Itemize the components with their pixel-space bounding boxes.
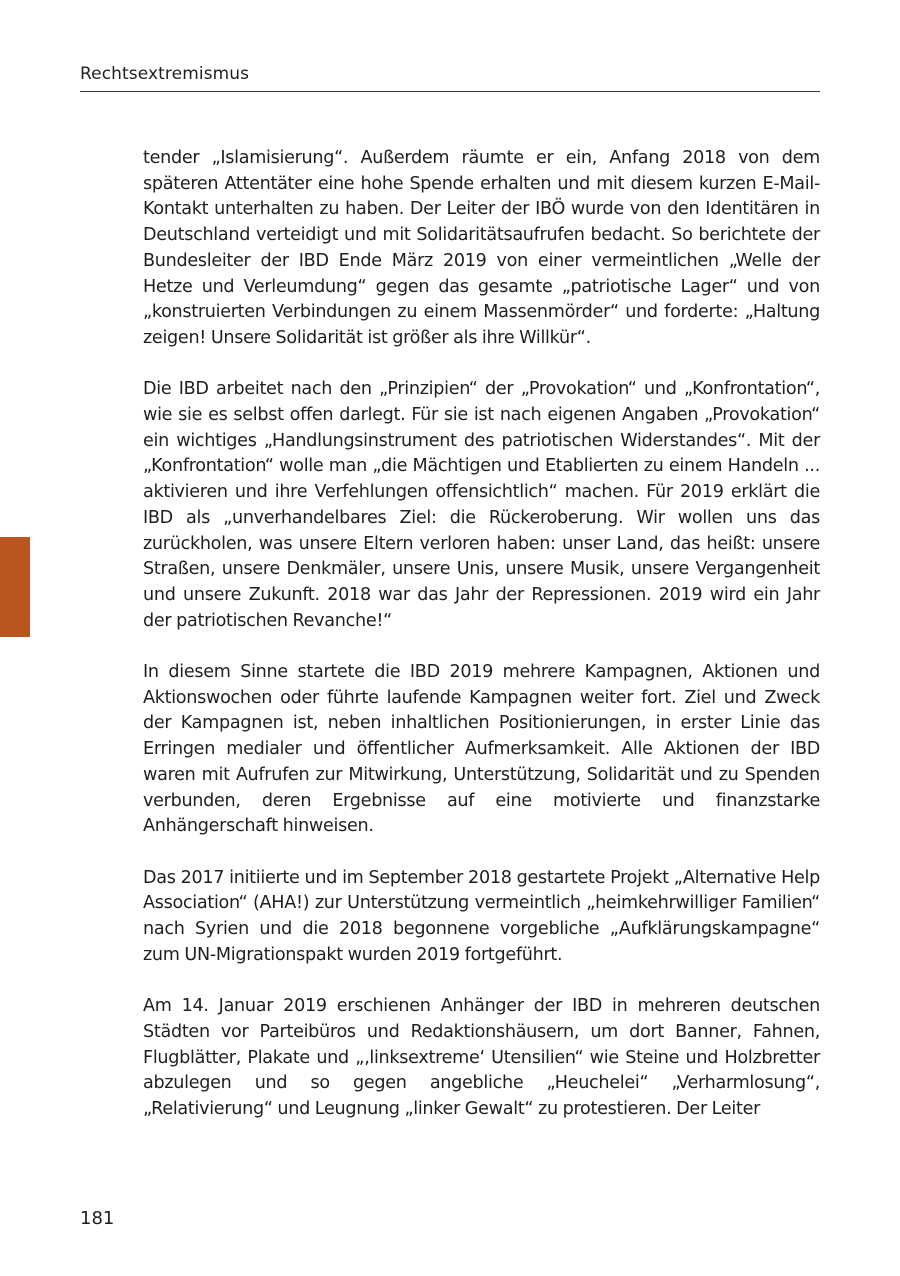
paragraph-1: tender „Islamisierung“. Außerdem räumte er ein, Anfang 2018 von dem späteren Attentäter eine hohe Spende erhalten und mit diesem kurzen E-Mail-Kontakt unterhalten zu haben. Der Leiter der IBÖ wurde von den Identitären in Deutschland verteidigt und mit Solidaritätsaufrufen bedacht. So berichtete der Bundesleiter der IBD Ende März 2019 von einer vermeintlichen „Welle der Hetze und Verleumdung“ gegen das gesamte „patriotische Lager“ und von „konstruierten Verbindungen zu einem Massenmörder“ und forderte: „Haltung zeigen! Unsere Solidarität ist größer als ihre Willkür“. — [143, 148, 820, 348]
paragraph-3: In diesem Sinne startete die IBD 2019 mehrere Kampagnen, Aktionen und Aktionswochen oder führte laufende Kampagnen weiter fort. Ziel und Zweck der Kampagnen ist, neben inhaltlichen Positionierungen, in erster Linie das Erringen medialer und öffentlicher Aufmerksamkeit. Alle Aktionen der IBD waren mit Aufrufen zur Mitwirkung, Unterstützung, Solidarität und zu Spenden verbunden, deren Ergebnisse auf eine motivierte und finanzstarke Anhängerschaft hinweisen. — [143, 662, 820, 837]
page-number: 181 — [80, 1208, 115, 1229]
running-head-title: Rechtsextremismus — [80, 64, 250, 84]
paragraph-4: Das 2017 initiierte und im September 2018 gestartete Projekt „Alternative Help Association“ (AHA!) zur Unterstützung vermeintlich „heimkehrwilliger Familien“ nach Syrien und die 2018 begonnene vorgebliche „Aufklärungskampagne“ zum UN-Migrationspakt wurden 2019 fortgeführt. — [143, 867, 820, 965]
paragraph-5: Am 14. Januar 2019 erschienen Anhänger der IBD in mehreren deutschen Städten vor Parteibüros und Redaktionshäusern, um dort Banner, Fahnen, Flugblätter, Plakate und „‚linksextreme‘ Utensilien“ wie Steine und Holzbretter abzulegen und so gegen angebliche „Heuchelei“ „Verharmlosung“, „Relativierung“ und Leugnung „linker Gewalt“ zu protestieren. Der Leiter — [143, 996, 820, 1119]
paragraph-2: Die IBD arbeitet nach den „Prinzipien“ der „Provokation“ und „Konfrontation“, wie sie es selbst offen darlegt. Für sie ist nach eigenen Angaben „Provokation“ ein wichtiges „Handlungsinstrument des patriotischen Widerstandes“. Mit der „Konfrontation“ wolle man „die Mächtigen und Etablierten zu einem Handeln ... aktivieren und ihre Verfehlungen offensichtlich“ machen. Für 2019 erklärt die IBD als „unverhandelbares Ziel: die Rückeroberung. Wir wollen uns das zurückholen, was unsere Eltern verloren haben: unser Land, das heißt: unsere Straßen, unsere Denkmäler, unsere Unis, unsere Musik, unsere Vergangenheit und unsere Zukunft. 2018 war das Jahr der Repressionen. 2019 wird ein Jahr der patriotischen Revanche!“ — [143, 379, 820, 631]
chapter-tab-marker — [0, 537, 30, 637]
header-divider — [80, 91, 820, 92]
body-text — [143, 146, 820, 1148]
